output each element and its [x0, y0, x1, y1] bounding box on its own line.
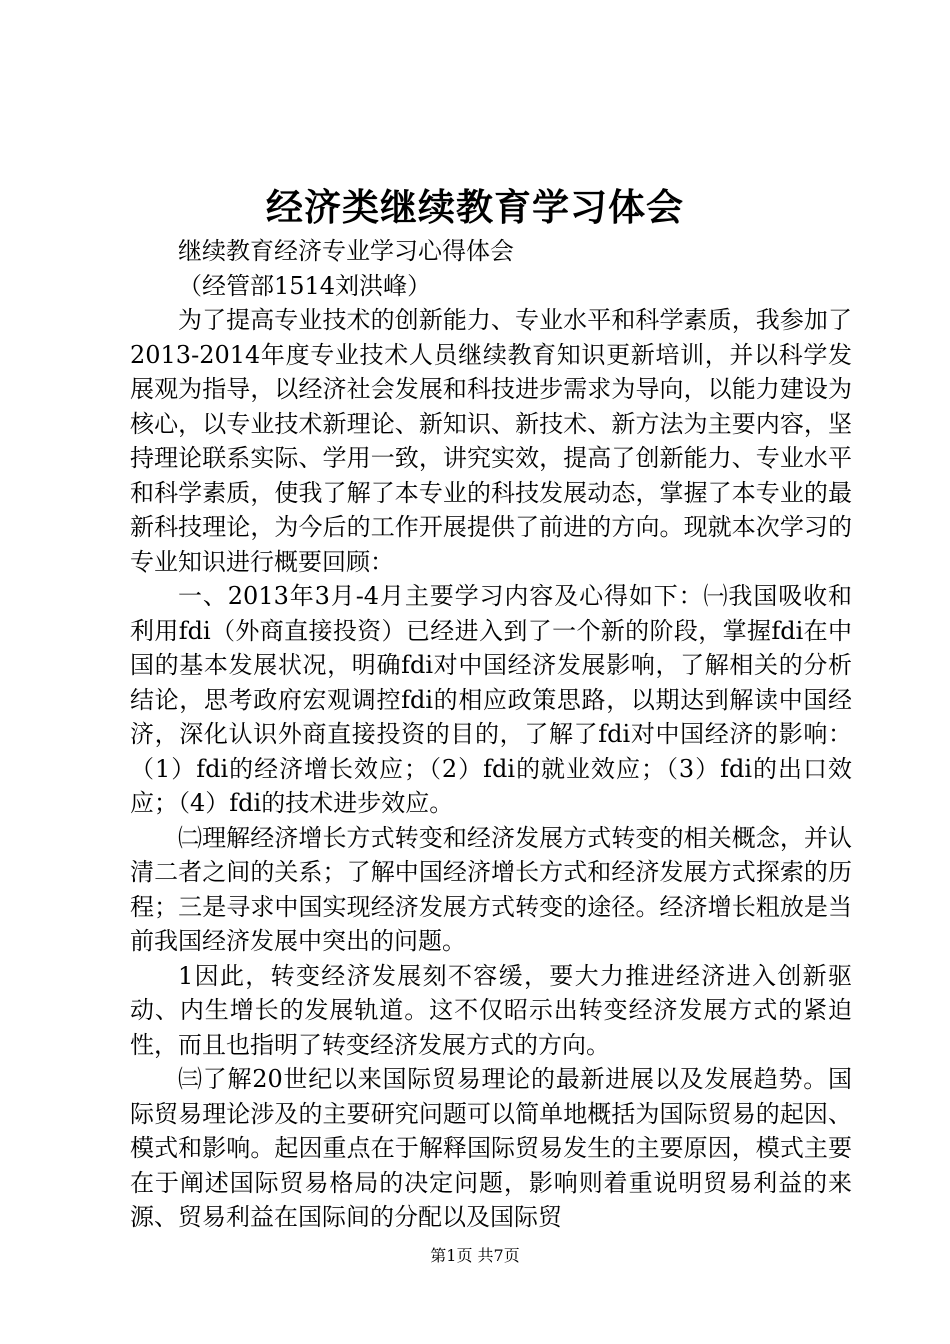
document-body [130, 234, 852, 1235]
page-number: 第1页 [430, 1246, 473, 1265]
paragraph: ㈡理解经济增长方式转变和经济发展方式转变的相关概念，并认清二者之间的关系；了解中国经济增长方式和经济发展方式探索的历程；三是寻求中国实现经济发展方式转变的途径。经济增长粗放是当前我国经济发展中突出的问题。 [130, 823, 852, 955]
subtitle: 继续教育经济专业学习心得体会 [178, 237, 514, 265]
page-footer [0, 1244, 950, 1268]
page-total: 共7页 [477, 1246, 520, 1265]
paragraph: 1因此，转变经济发展刻不容缓，要大力推进经济进入创新驱动、内生增长的发展轨道。这不仅昭示出转变经济发展方式的紧迫性，而且也指明了转变经济发展方式的方向。 [130, 961, 852, 1059]
paragraph: 一、2013年3月-4月主要学习内容及心得如下：㈠我国吸收和利用fdi（外商直接投资）已经进入到了一个新的阶段，掌握fdi在中国的基本发展状况，明确fdi对中国经济发展影响，了解相关的分析结论，思考政府宏观调控fdi的相应政策思路，以期达到解读中国经济，深化认识外商直接投资的目的，了解了fdi对中国经济的影响：（1）fdi的经济增长效应；（2）fdi的就业效应；（3）fdi的出口效应；（4）fdi的技术进步效应。 [130, 582, 852, 817]
paragraph: 为了提高专业技术的创新能力、专业水平和科学素质，我参加了2013-2014年度专业技术人员继续教育知识更新培训，并以科学发展观为指导，以经济社会发展和科技进步需求为导向，以能力建设为核心，以专业技术新理论、新知识、新技术、新方法为主要内容，坚持理论联系实际、学用一致，讲究实效，提高了创新能力、专业水平和科学素质，使我了解了本专业的科技发展动态，掌握了本专业的最新科技理论，为今后的工作开展提供了前进的方向。现就本次学习的专业知识进行概要回顾： [130, 306, 852, 576]
document-title: 经济类继续教育学习体会 [266, 186, 684, 229]
author-line: （经管部1514刘洪峰） [178, 271, 432, 300]
paragraph: ㈢了解20世纪以来国际贸易理论的最新进展以及发展趋势。国际贸易理论涉及的主要研究问题可以简单地概括为国际贸易的起因、模式和影响。起因重点在于解释国际贸易发生的主要原因，模式主要在于阐述国际贸易格局的决定问题，影响则着重说明贸易利益的来源、贸易利益在国际间的分配以及国际贸 [130, 1065, 852, 1231]
